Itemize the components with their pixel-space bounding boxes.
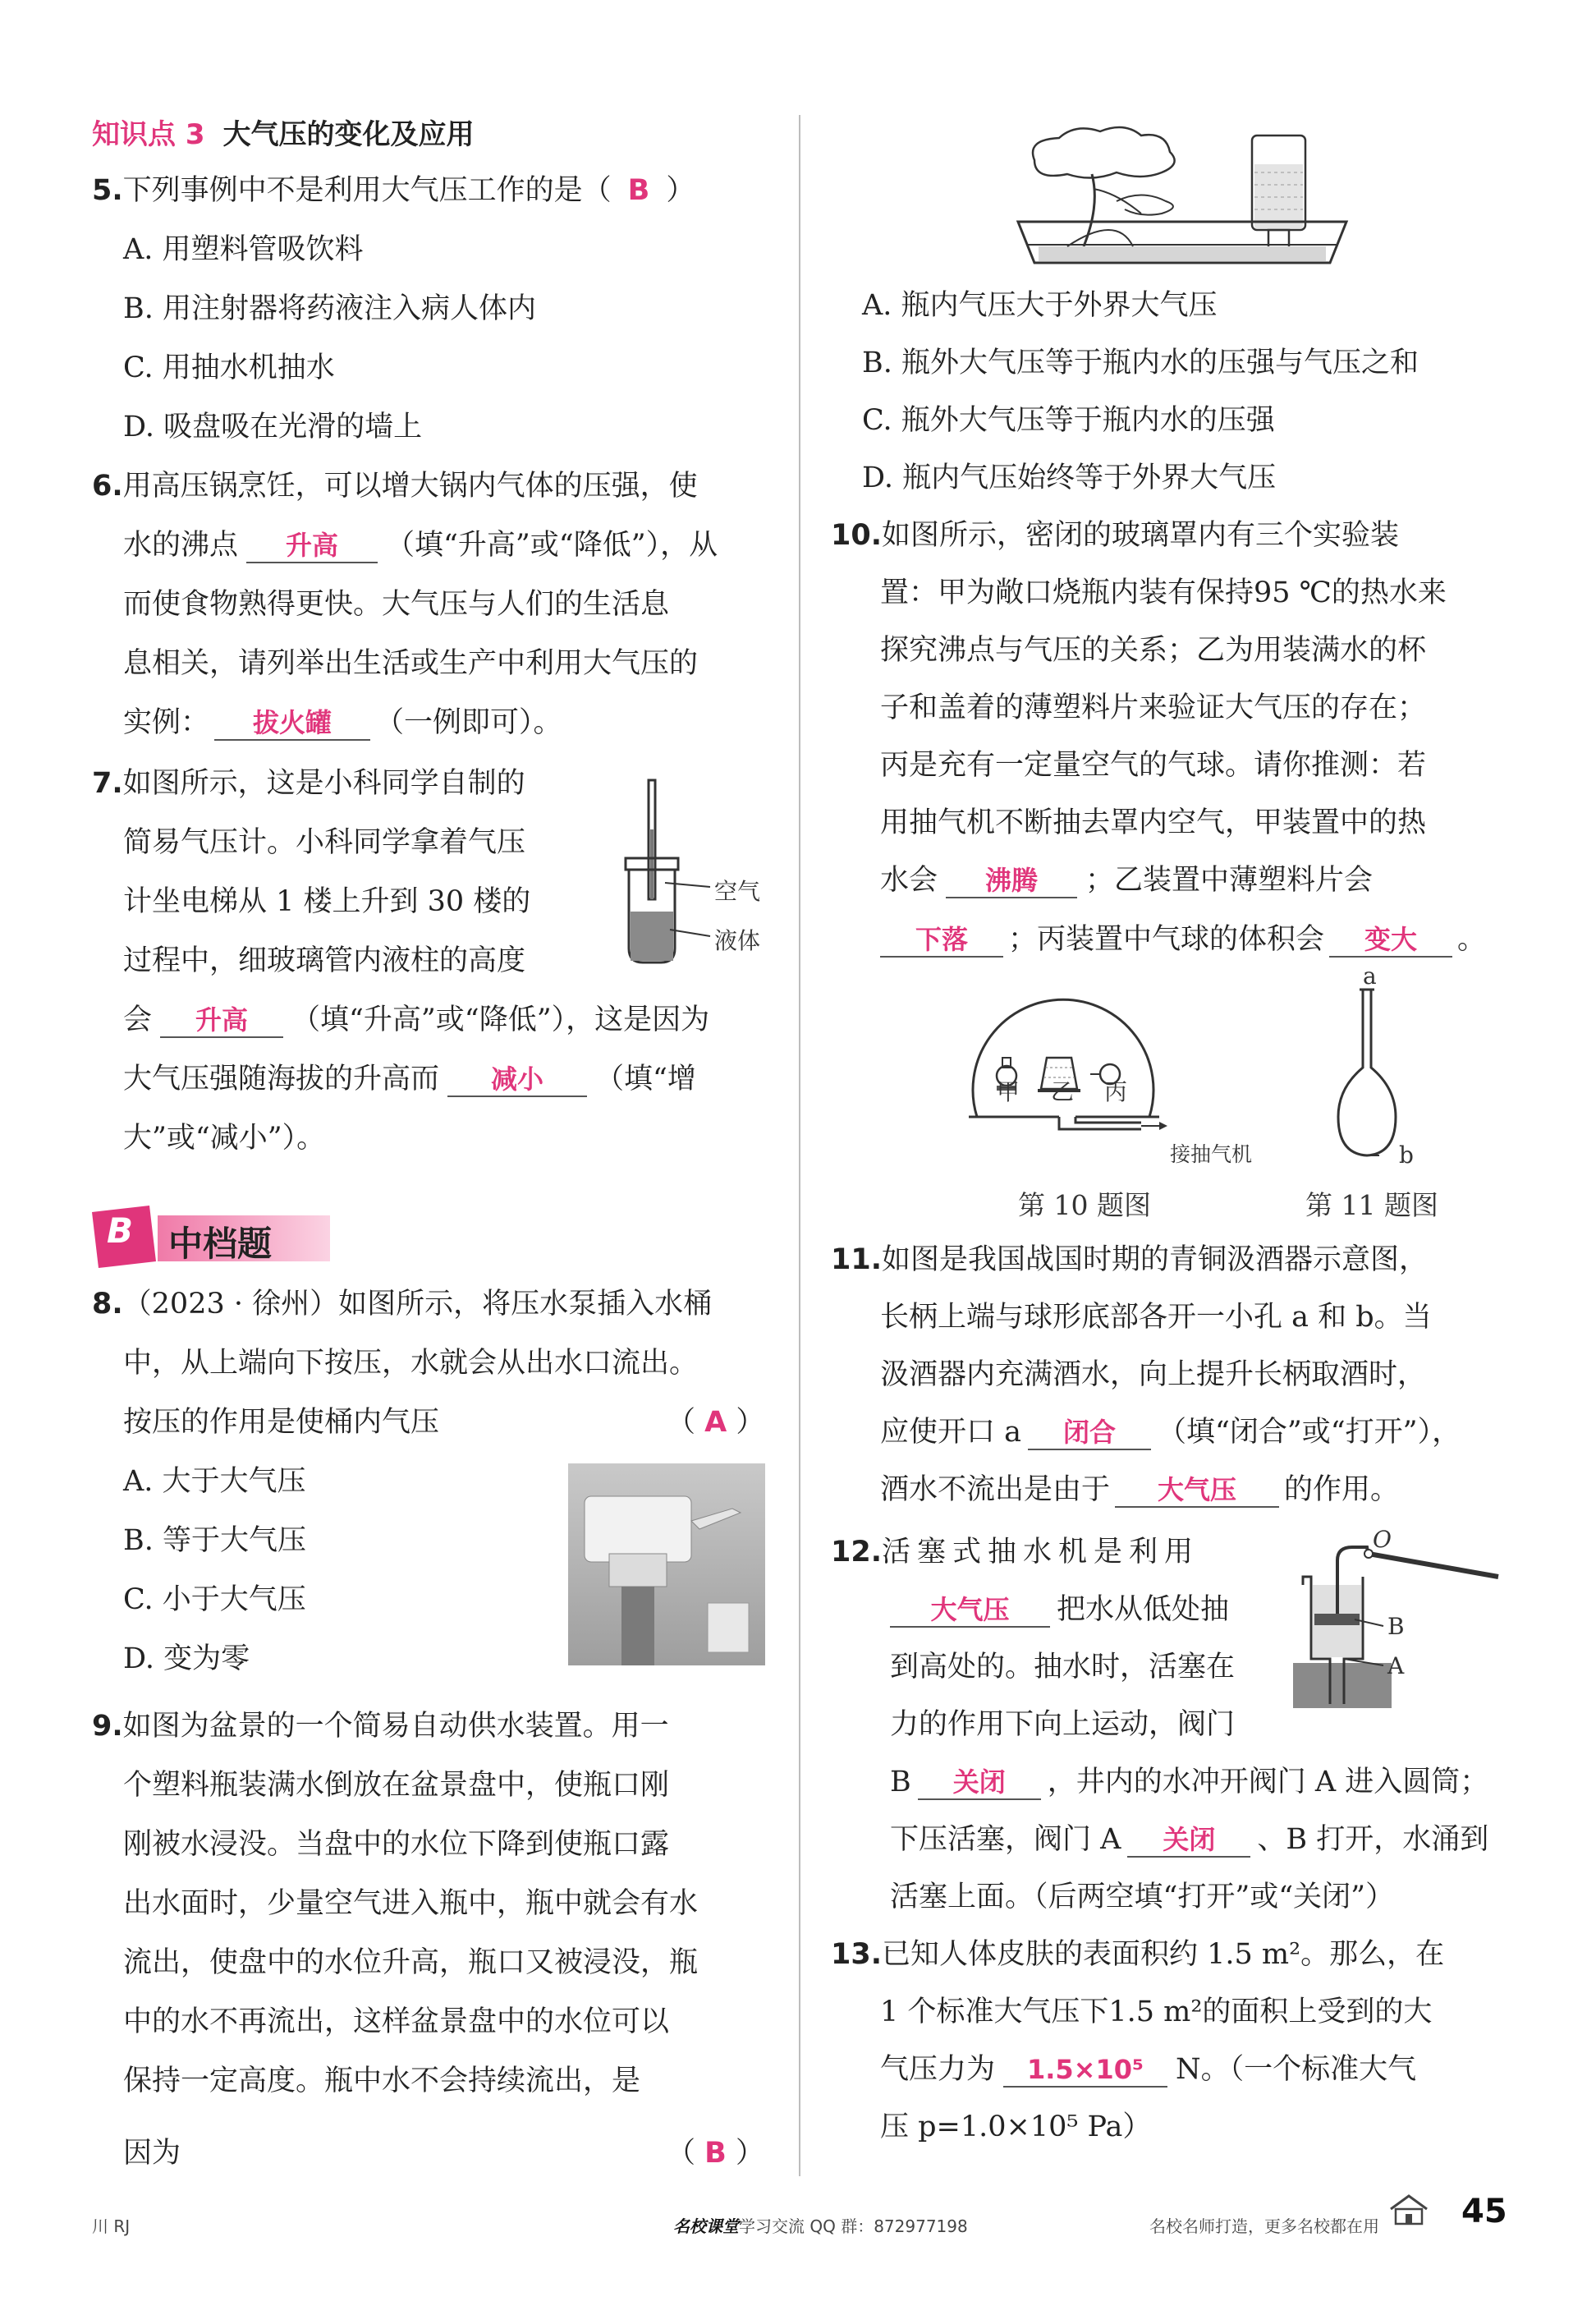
q10-line2: 置：甲为敞口烧瓶内装有保持95 ℃的热水来 — [880, 576, 1447, 609]
q5-stem — [92, 172, 695, 209]
q7-line7: 大”或“减小”）。 — [123, 1122, 326, 1155]
q7-text5a: 会 — [123, 1004, 153, 1036]
q11-line3: 汲酒器内充满酒水，向上提升长柄取酒时， — [880, 1358, 1427, 1391]
label-yi: 乙 — [1051, 1078, 1075, 1105]
q8-line2: 中，从上端向下按压，水就会从出水口流出。 — [123, 1347, 699, 1380]
label-o: O — [1373, 1526, 1392, 1553]
q9-option-b: B. 瓶外大气压等于瓶内水的压强与气压之和 — [862, 347, 1419, 379]
q8-option-c: C. 小于大气压 — [123, 1583, 306, 1616]
q12-line7: 活塞上面。（后两空填“打开”或“关闭”） — [890, 1881, 1395, 1913]
q12-text1: 活塞式抽水机是利用 — [882, 1536, 1200, 1569]
q10-text7a: 水会 — [880, 864, 938, 897]
q10-line1 — [831, 517, 1399, 553]
q7-text6b: （填“增 — [595, 1063, 696, 1095]
footer-center — [673, 2213, 968, 2237]
q11-text4a: 应使开口 a — [880, 1416, 1021, 1449]
q6-text2b: （填“升高”或“降低”），从 — [386, 529, 718, 562]
q6-text1: 用高压锅烹饪，可以增大锅内气体的压强，使 — [122, 470, 698, 503]
label-pump: 接抽气机 — [1170, 1142, 1253, 1166]
q10-text8c: 。 — [1457, 923, 1487, 956]
label-jia: 甲 — [997, 1078, 1020, 1105]
q9-line6: 中的水不再流出，这样盆景盘中的水位可以 — [123, 2005, 670, 2038]
q6-line4: 息相关，请列举出生活或生产中利用大气压的 — [123, 647, 699, 680]
q11-text5a: 酒水不流出是由于 — [880, 1473, 1111, 1506]
section-title: 大气压的变化及应用 — [222, 118, 475, 151]
q7-line4: 过程中，细玻璃管内液柱的高度 — [123, 944, 526, 977]
q9-line3: 刚被水浸没。当盘中的水位下降到使瓶口露 — [123, 1828, 670, 1861]
q9-answer: B — [704, 2137, 727, 2170]
bonsai-water-figure — [1018, 123, 1346, 279]
label-a: a — [1363, 962, 1377, 990]
q12-line6 — [890, 1821, 1488, 1858]
q7-blank2: 减小 — [447, 1063, 587, 1097]
q9-line7: 保持一定高度。瓶中水不会持续流出，是 — [123, 2065, 641, 2097]
q12-blank1: 大气压 — [890, 1593, 1050, 1628]
q7-text1: 如图所示，这是小科同学自制的 — [122, 767, 525, 800]
q8-answer: A — [704, 1406, 727, 1439]
label-bing: 丙 — [1104, 1078, 1128, 1105]
q8-answer-bracket: （ A ） — [667, 1406, 765, 1439]
footer-brand: 名校课堂 — [673, 2216, 739, 2236]
q6-line2 — [123, 527, 718, 563]
banner-letter: B — [107, 1210, 134, 1251]
q10-line7 — [880, 862, 1373, 898]
q12-text5a: B — [890, 1766, 911, 1798]
q5-answer: B — [627, 174, 650, 207]
q11-text5b: 的作用。 — [1284, 1473, 1400, 1506]
fig11-caption: 第 11 题图 — [1305, 1189, 1438, 1221]
label-air: 空气 — [714, 878, 761, 905]
q9-text1: 如图为盆景的一个简易自动供水装置。用一 — [122, 1710, 669, 1743]
q7-line6 — [123, 1061, 696, 1097]
q9-line8: 因为 — [123, 2137, 181, 2170]
q11-text4b: （填“闭合”或“打开”）， — [1158, 1416, 1461, 1449]
q9-line5: 流出，使盘中的水位升高，瓶口又被浸没，瓶 — [123, 1946, 699, 1979]
water-pump-photo — [568, 1463, 765, 1665]
q12-line4: 力的作用下向上运动，阀门 — [890, 1708, 1236, 1741]
q5-text: 下列事例中不是利用大气压工作的是（ — [122, 174, 612, 207]
q10-line5: 丙是充有一定量空气的气球。请你推测：若 — [880, 749, 1427, 782]
q10-blank2: 下落 — [880, 923, 1003, 958]
q10-line3: 探究沸点与气压的关系；乙为用装满水的杯 — [880, 634, 1427, 667]
q7-number: 7. — [92, 767, 123, 800]
q12-text2b: 把水从低处抽 — [1057, 1593, 1230, 1626]
q11-line5 — [880, 1472, 1399, 1508]
q13-text1: 已知人体皮肤的表面积约 1.5 m²。那么，在 — [882, 1938, 1445, 1971]
q10-line8 — [880, 921, 1486, 958]
q11-line4 — [880, 1414, 1461, 1450]
q10-blank3: 变大 — [1329, 923, 1452, 958]
q9-option-a: A. 瓶内气压大于外界大气压 — [862, 289, 1218, 322]
q6-line3: 而使食物熟得更快。大气压与人们的生活息 — [123, 588, 670, 621]
q7-line3: 计坐电梯从 1 楼上升到 30 楼的 — [123, 885, 531, 918]
label-valve-a: A — [1387, 1652, 1405, 1679]
q13-line1 — [831, 1936, 1444, 1973]
q5-number: 5. — [92, 174, 123, 207]
q7-line5 — [123, 1002, 709, 1038]
footer-qq: 学习交流 QQ 群：872977198 — [739, 2216, 968, 2236]
q8-option-a: A. 大于大气压 — [123, 1465, 306, 1498]
q11-blank2: 大气压 — [1115, 1473, 1279, 1508]
column-divider — [799, 115, 800, 2176]
q11-text1: 如图是我国战国时期的青铜汲酒器示意图， — [882, 1243, 1429, 1276]
q5-close: ） — [666, 174, 695, 207]
q8-option-d: D. 变为零 — [123, 1642, 250, 1675]
q8-option-b: B. 等于大气压 — [123, 1524, 306, 1557]
q7-text5b: （填“升高”或“降低”），这是因为 — [291, 1004, 710, 1036]
q8-number: 8. — [92, 1288, 123, 1321]
q5-option-d: D. 吸盘吸在光滑的墙上 — [123, 411, 423, 443]
label-valve-b: B — [1387, 1613, 1405, 1640]
q10-line4: 子和盖着的薄塑料片来验证大气压的存在； — [880, 691, 1427, 724]
q9-line2: 个塑料瓶装满水倒放在盆景盘中，使瓶口刚 — [123, 1769, 670, 1802]
q6-line1 — [92, 468, 698, 504]
q13-line4: 压 p=1.0×10⁵ Pa） — [880, 2111, 1152, 2143]
q5-option-b: B. 用注射器将药液注入病人体内 — [123, 292, 536, 325]
q12-blank3: 关闭 — [1127, 1823, 1250, 1858]
q12-line3: 到高处的。抽水时，活塞在 — [890, 1651, 1236, 1683]
q12-number: 12. — [831, 1536, 883, 1569]
q6-blank1: 升高 — [246, 529, 378, 563]
q12-line5 — [890, 1764, 1488, 1800]
banner-title: 中档题 — [168, 1224, 273, 1264]
section-heading — [92, 112, 475, 152]
q9-option-d: D. 瓶内气压始终等于外界大气压 — [862, 462, 1277, 494]
q8-text1: （2023 · 徐州）如图所示，将压水泵插入水桶 — [122, 1288, 713, 1321]
q11-number: 11. — [831, 1243, 883, 1276]
q9-line4: 出水面时，少量空气进入瓶中，瓶中就会有水 — [123, 1887, 699, 1920]
q12-text6a: 下压活塞，阀门 A — [890, 1823, 1121, 1856]
q12-line1 — [831, 1534, 1199, 1570]
q13-text3b: N。（一个标准大气 — [1176, 2053, 1417, 2086]
q7-text6a: 大气压强随海拔的升高而 — [123, 1063, 440, 1095]
q12-text6b: 、B 打开，水涌到 — [1257, 1823, 1489, 1856]
q9-line1 — [92, 1708, 669, 1744]
brand-logo-icon — [1387, 2191, 1430, 2230]
q10-text7b: ；乙装置中薄塑料片会 — [1085, 864, 1374, 897]
q5-option-a: A. 用塑料管吸饮料 — [123, 233, 364, 266]
q10-text8b: ；丙装置中气球的体积会 — [1008, 923, 1325, 956]
footer-left: 川 RJ — [92, 2216, 131, 2236]
q8-line1 — [92, 1286, 712, 1322]
q6-number: 6. — [92, 470, 123, 503]
q10-text1: 如图所示，密闭的玻璃罩内有三个实验装 — [882, 519, 1400, 552]
q10-number: 10. — [831, 519, 883, 552]
q9-number: 9. — [92, 1710, 123, 1743]
q5-option-c: C. 用抽水机抽水 — [123, 351, 335, 384]
q9-answer-bracket: （ B ） — [667, 2137, 764, 2170]
q13-line2: 1 个标准大气压下1.5 m²的面积上受到的大 — [880, 1996, 1433, 2028]
q11-blank1: 闭合 — [1028, 1416, 1151, 1450]
section-tag: 知识点 3 — [92, 118, 205, 151]
q7-line2: 简易气压计。小科同学拿着气压 — [123, 826, 526, 859]
q13-number: 13. — [831, 1938, 883, 1971]
q7-line1 — [92, 765, 525, 802]
q10-line6: 用抽气机不断抽去罩内空气，甲装置中的热 — [880, 806, 1427, 839]
q6-text2a: 水的沸点 — [123, 529, 239, 562]
q13-text3a: 气压力为 — [880, 2053, 996, 2086]
q9-option-c: C. 瓶外大气压等于瓶内水的压强 — [862, 404, 1275, 437]
q11-line1 — [831, 1242, 1428, 1278]
q6-blank2: 拔火罐 — [214, 706, 370, 741]
q6-text5a: 实例： — [123, 706, 210, 739]
q11-line2: 长柄上端与球形底部各开一小孔 a 和 b。当 — [880, 1301, 1432, 1334]
q8-line3: 按压的作用是使桶内气压 — [123, 1406, 440, 1439]
q10-blank1: 沸腾 — [946, 864, 1077, 898]
q13-blank1: 1.5×10⁵ — [1003, 2053, 1167, 2088]
label-b-hole: b — [1399, 1141, 1414, 1169]
q6-line5 — [123, 705, 562, 741]
q12-text5b: ，井内的水冲开阀门 A 进入圆筒； — [1047, 1766, 1489, 1798]
footer-right: 名校名师打造，更多名校都在用 — [1149, 2216, 1379, 2236]
q6-text5b: （一例即可）。 — [375, 706, 562, 739]
page-number: 45 — [1461, 2193, 1507, 2230]
q12-blank2: 关闭 — [918, 1766, 1041, 1800]
q13-line3 — [880, 2051, 1416, 2088]
q12-line2 — [890, 1592, 1229, 1628]
wine-dipper-figure — [1330, 973, 1429, 1162]
fig10-caption: 第 10 题图 — [1018, 1189, 1151, 1221]
q7-blank1: 升高 — [160, 1004, 283, 1038]
label-liquid: 液体 — [714, 927, 761, 954]
